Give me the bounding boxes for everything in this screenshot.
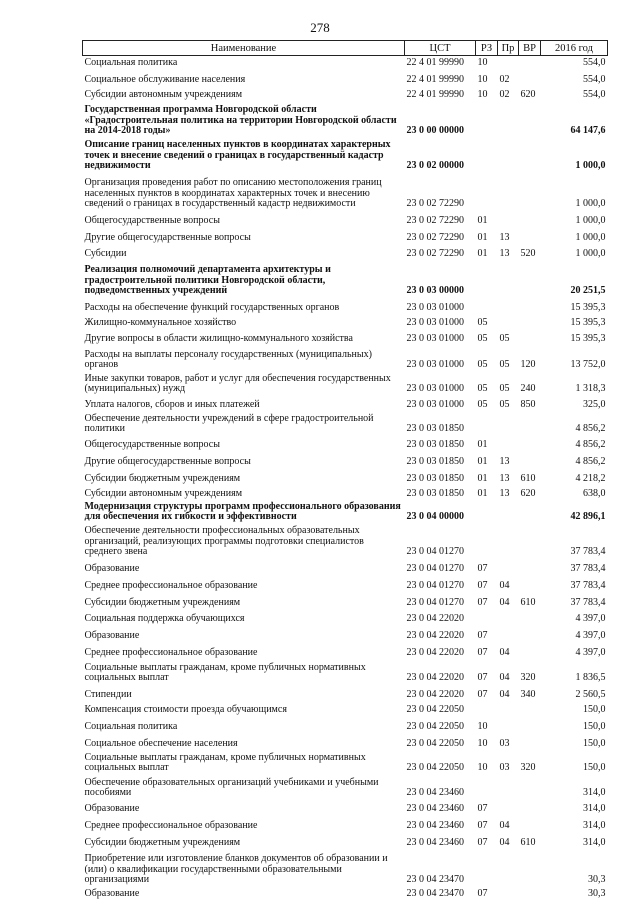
table-row: [83, 297, 608, 314]
row-cst: 23 0 02 72290: [406, 248, 464, 259]
header-pr: Пр: [498, 41, 519, 56]
row-amount: 314,0: [583, 820, 606, 831]
row-cst: 23 0 04 22050: [406, 738, 464, 749]
row-rz: 07: [477, 647, 488, 658]
row-amount: 150,0: [583, 762, 606, 773]
row-pr: 05: [499, 399, 510, 410]
row-vr: [519, 799, 541, 815]
row-vr: [519, 815, 541, 832]
table-row: [83, 701, 608, 716]
row-pr: [498, 411, 519, 435]
row-amount: 15 395,3: [570, 302, 606, 313]
row-cst: 23 0 02 72290: [406, 232, 464, 243]
row-amount: 4 856,2: [575, 423, 606, 434]
row-amount: 554,0: [583, 89, 606, 100]
row-name: Социальное обслуживание населения: [84, 74, 246, 85]
row-name: Субсидии бюджетным учреждениям: [84, 597, 241, 608]
row-cst: 22 4 01 99990: [406, 74, 464, 85]
row-rz: 10: [477, 738, 488, 749]
row-cst: 23 0 03 01850: [406, 439, 464, 450]
row-amount: 4 856,2: [575, 439, 606, 450]
row-pr: 03: [499, 738, 510, 749]
row-rz: 10: [477, 57, 488, 68]
table-row: [83, 244, 608, 260]
row-pr: [498, 435, 519, 451]
row-pr: [498, 314, 519, 329]
row-vr: 320: [520, 672, 536, 683]
table-row: [83, 886, 608, 900]
row-rz: 07: [477, 580, 488, 591]
row-name: Иные закупки товаров, работ и услуг для обеспечения государственных (муниципальных) нужд: [84, 372, 391, 394]
row-amount: 314,0: [583, 837, 606, 848]
row-pr: [498, 101, 519, 137]
header-vr: ВР: [519, 41, 541, 56]
row-vr: [519, 435, 541, 451]
row-vr: [519, 210, 541, 227]
table-row: [83, 575, 608, 592]
row-vr: 320: [520, 762, 536, 773]
row-pr: 05: [499, 333, 510, 344]
table-row: [83, 485, 608, 500]
row-name: Среднее профессиональное образование: [84, 820, 258, 831]
row-name: Социальная политика: [84, 721, 178, 732]
row-pr: [498, 137, 519, 172]
table-row: [83, 227, 608, 244]
row-name: Компенсация стоимости проезда обучающимся: [84, 704, 287, 715]
row-rz: 07: [477, 563, 488, 574]
page-number: 278: [310, 20, 330, 35]
row-cst: 22 4 01 99990: [406, 89, 464, 100]
row-rz: 10: [477, 721, 488, 732]
row-vr: [519, 56, 541, 69]
row-amount: 37 783,4: [570, 563, 606, 574]
row-pr: 02: [499, 74, 510, 85]
row-vr: [519, 297, 541, 314]
row-pr: [498, 297, 519, 314]
row-pr: [498, 774, 519, 799]
row-amount: 554,0: [583, 74, 606, 85]
row-name: Образование: [84, 630, 140, 641]
row-rz: 01: [477, 232, 488, 243]
row-cst: 23 0 03 01850: [406, 473, 464, 484]
row-vr: 620: [520, 89, 536, 100]
row-amount: 37 783,4: [570, 597, 606, 608]
row-name: Другие общегосударственные вопросы: [84, 232, 251, 243]
table-row: [83, 609, 608, 625]
row-rz: [476, 523, 498, 558]
row-pr: 05: [499, 359, 510, 370]
row-vr: [519, 523, 541, 558]
row-name: Социальная политика: [84, 57, 178, 68]
row-name: Организация проведения работ по описанию местоположения границ населенных пунктов в координатах характерных точек и внесению сведений о границах в государственный кадастр недвижимости: [84, 177, 382, 209]
row-amount: 15 395,3: [570, 333, 606, 344]
row-name: Социальная поддержка обучающихся: [84, 613, 245, 624]
table-row: [83, 642, 608, 659]
row-pr: [498, 260, 519, 297]
row-cst: 23 0 04 01270: [406, 563, 464, 574]
row-rz: 07: [477, 820, 488, 831]
row-rz: 05: [477, 383, 488, 394]
row-name: Обеспечение деятельности профессиональных образовательных организаций, реализующих программы подготовки специалистов среднего звена: [84, 525, 364, 557]
row-name: Государственная программа Новгородской области «Градостроительная политика на территории Новгородской области на 2014-2018 годы»: [84, 104, 397, 136]
row-rz: 05: [477, 333, 488, 344]
table-row: [83, 86, 608, 101]
row-name: Среднее профессиональное образование: [84, 580, 258, 591]
row-amount: 150,0: [583, 721, 606, 732]
row-amount: 4 397,0: [575, 613, 606, 624]
row-name: Субсидии автономным учреждениям: [84, 488, 243, 499]
row-vr: [519, 642, 541, 659]
row-name: Социальное обеспечение населения: [84, 738, 238, 749]
row-vr: [519, 451, 541, 468]
row-name: Стипендии: [84, 689, 132, 700]
row-name: Уплата налогов, сборов и иных платежей: [84, 399, 260, 410]
row-cst: 23 0 04 23460: [406, 837, 464, 848]
row-vr: 120: [520, 359, 536, 370]
row-rz: 01: [477, 473, 488, 484]
row-vr: [519, 558, 541, 575]
row-amount: 638,0: [583, 488, 606, 499]
row-vr: 610: [520, 597, 536, 608]
row-amount: 37 783,4: [570, 580, 606, 591]
row-rz: 01: [477, 488, 488, 499]
row-vr: [519, 609, 541, 625]
row-rz: 10: [477, 89, 488, 100]
row-rz: 01: [477, 248, 488, 259]
row-cst: 23 0 04 22050: [406, 704, 464, 715]
table-row: [83, 345, 608, 371]
row-vr: [519, 101, 541, 137]
row-pr: [498, 56, 519, 69]
row-rz: 05: [477, 399, 488, 410]
row-amount: 30,3: [588, 888, 606, 899]
row-name: Расходы на выплаты персоналу государственных (муниципальных) органов: [84, 348, 372, 370]
row-cst: 23 0 03 01850: [406, 423, 464, 434]
row-amount: 20 251,5: [570, 285, 606, 296]
row-rz: 07: [477, 597, 488, 608]
row-cst: 23 0 04 23460: [406, 787, 464, 798]
row-pr: 13: [499, 232, 510, 243]
row-name: Расходы на обеспечение функций государственных органов: [84, 302, 340, 313]
row-pr: [498, 799, 519, 815]
row-vr: 340: [520, 689, 536, 700]
row-amount: 314,0: [583, 787, 606, 798]
row-rz: [476, 701, 498, 716]
row-rz: [476, 609, 498, 625]
row-name: Субсидии: [84, 248, 127, 259]
row-amount: 150,0: [583, 704, 606, 715]
row-cst: 23 0 03 01000: [406, 302, 464, 313]
row-pr: [498, 716, 519, 733]
row-pr: 13: [499, 488, 510, 499]
table-row: [83, 500, 608, 523]
row-pr: 04: [499, 672, 510, 683]
table-row: [83, 659, 608, 684]
row-rz: [476, 411, 498, 435]
row-cst: 23 0 04 22020: [406, 672, 464, 683]
row-cst: 23 0 04 00000: [406, 511, 464, 522]
row-amount: 1 836,5: [575, 672, 606, 683]
table-row: [83, 451, 608, 468]
row-amount: 4 397,0: [575, 630, 606, 641]
row-rz: 07: [477, 630, 488, 641]
row-vr: 610: [520, 473, 536, 484]
row-amount: 1 000,0: [575, 215, 606, 226]
row-pr: 13: [499, 456, 510, 467]
table-row: [83, 395, 608, 411]
row-name: Реализация полномочий департамента архитектуры и градостроительной политики Новгородской области, подведомственных учреждений: [84, 264, 331, 296]
row-vr: [519, 774, 541, 799]
row-cst: 23 0 03 01850: [406, 456, 464, 467]
row-name: Образование: [84, 803, 140, 814]
table-row: [83, 329, 608, 345]
row-vr: [519, 69, 541, 86]
row-amount: 4 397,0: [575, 647, 606, 658]
row-amount: 150,0: [583, 738, 606, 749]
row-name: Модернизация структуры программ профессионального образования для обеспечения их гибкости и эффективности: [84, 500, 401, 522]
row-vr: [519, 701, 541, 716]
row-name: Социальные выплаты гражданам, кроме публичных нормативных социальных выплат: [84, 751, 366, 773]
row-amount: 15 395,3: [570, 317, 606, 328]
row-pr: 04: [499, 689, 510, 700]
row-rz: 05: [477, 359, 488, 370]
row-rz: 07: [477, 689, 488, 700]
row-pr: 03: [499, 762, 510, 773]
row-cst: 23 0 04 23470: [406, 874, 464, 885]
row-rz: 05: [477, 317, 488, 328]
row-cst: 23 0 04 01270: [406, 546, 464, 557]
row-cst: 23 0 04 22050: [406, 721, 464, 732]
row-pr: [498, 625, 519, 642]
table-header-row: [83, 41, 608, 56]
table-row: [83, 210, 608, 227]
table-row: [83, 260, 608, 297]
row-name: Обеспечение деятельности учреждений в сфере градостроительной политики: [84, 412, 374, 434]
header-amount: 2016 год: [541, 41, 608, 56]
row-pr: [498, 172, 519, 210]
row-cst: 23 0 04 23470: [406, 888, 464, 899]
row-amount: 325,0: [583, 399, 606, 410]
row-amount: 1 000,0: [575, 248, 606, 259]
row-cst: 23 0 00 00000: [406, 125, 464, 136]
row-cst: 23 0 03 01000: [406, 359, 464, 370]
row-rz: 01: [477, 439, 488, 450]
row-cst: 23 0 04 22020: [406, 630, 464, 641]
row-amount: 1 000,0: [575, 232, 606, 243]
row-vr: [519, 314, 541, 329]
row-name: Другие вопросы в области жилищно-коммунального хозяйства: [84, 333, 353, 344]
row-cst: 23 0 04 22020: [406, 647, 464, 658]
row-name: Среднее профессиональное образование: [84, 647, 258, 658]
row-pr: 02: [499, 89, 510, 100]
table-row: [83, 523, 608, 558]
row-rz: 07: [477, 803, 488, 814]
row-vr: [519, 716, 541, 733]
row-pr: [498, 210, 519, 227]
row-amount: 64 147,6: [570, 125, 606, 136]
row-pr: [498, 849, 519, 886]
row-rz: 07: [477, 888, 488, 899]
row-vr: [519, 849, 541, 886]
row-cst: 23 0 04 01270: [406, 597, 464, 608]
row-name: Образование: [84, 888, 140, 899]
row-cst: 23 0 03 01000: [406, 333, 464, 344]
row-name: Обеспечение образовательных организаций учебниками и учебными пособиями: [84, 776, 379, 798]
row-cst: 23 0 03 01000: [406, 383, 464, 394]
row-pr: 04: [499, 837, 510, 848]
row-name: Образование: [84, 563, 140, 574]
row-cst: 23 0 03 00000: [406, 285, 464, 296]
row-amount: 37 783,4: [570, 546, 606, 557]
row-vr: 520: [520, 248, 536, 259]
table-row: [83, 832, 608, 849]
row-pr: 04: [499, 597, 510, 608]
row-rz: 07: [477, 672, 488, 683]
row-cst: 23 0 02 72290: [406, 198, 464, 209]
row-pr: 05: [499, 383, 510, 394]
row-rz: 01: [477, 215, 488, 226]
row-name: Приобретение или изготовление бланков документов об образовании и (или) о квалификации государственными образовательными организациями: [84, 853, 388, 885]
row-pr: [498, 558, 519, 575]
row-cst: 23 0 04 22020: [406, 613, 464, 624]
row-cst: 23 0 04 23460: [406, 803, 464, 814]
row-rz: [476, 774, 498, 799]
row-vr: [519, 733, 541, 750]
table-row: [83, 101, 608, 137]
table-row: [83, 799, 608, 815]
row-amount: 42 896,1: [570, 511, 606, 522]
table-row: [83, 137, 608, 172]
row-amount: 554,0: [583, 57, 606, 68]
header-rz: РЗ: [476, 41, 498, 56]
row-rz: 07: [477, 837, 488, 848]
row-amount: 2 560,5: [575, 689, 606, 700]
table-row: [83, 815, 608, 832]
header-name: Наименование: [83, 41, 405, 56]
row-cst: 23 0 03 01000: [406, 317, 464, 328]
row-pr: 04: [499, 580, 510, 591]
row-vr: [519, 227, 541, 244]
table-row: [83, 558, 608, 575]
row-amount: 13 752,0: [570, 359, 606, 370]
row-vr: 620: [520, 488, 536, 499]
row-vr: [519, 260, 541, 297]
row-name: Субсидии автономным учреждениям: [84, 89, 243, 100]
row-cst: 23 0 03 01000: [406, 399, 464, 410]
row-pr: 13: [499, 248, 510, 259]
row-rz: [476, 849, 498, 886]
row-rz: 10: [477, 762, 488, 773]
row-amount: 1 000,0: [575, 160, 606, 171]
table-row: [83, 468, 608, 485]
row-amount: 1 318,3: [575, 383, 606, 394]
row-amount: 30,3: [588, 874, 606, 885]
row-name: Субсидии бюджетным учреждениям: [84, 473, 241, 484]
row-pr: [498, 523, 519, 558]
row-pr: 04: [499, 647, 510, 658]
row-pr: 04: [499, 820, 510, 831]
row-vr: 850: [520, 399, 536, 410]
row-amount: 4 856,2: [575, 456, 606, 467]
table-row: [83, 716, 608, 733]
row-vr: 610: [520, 837, 536, 848]
table-row: [83, 625, 608, 642]
header-cst: ЦСТ: [405, 41, 476, 56]
row-vr: [519, 137, 541, 172]
table-row: [83, 750, 608, 774]
row-vr: [519, 575, 541, 592]
row-vr: [519, 411, 541, 435]
row-rz: 01: [477, 456, 488, 467]
row-vr: [519, 625, 541, 642]
table-row: [83, 592, 608, 609]
table-row: [83, 172, 608, 210]
row-amount: 4 218,2: [575, 473, 606, 484]
row-rz: [476, 260, 498, 297]
table-body: [83, 56, 608, 900]
row-cst: 23 0 04 22050: [406, 762, 464, 773]
table-row: [83, 56, 608, 69]
row-cst: 23 0 04 01270: [406, 580, 464, 591]
row-name: Социальные выплаты гражданам, кроме публичных нормативных социальных выплат: [84, 661, 366, 683]
table-row: [83, 371, 608, 395]
table-row: [83, 774, 608, 799]
row-rz: [476, 172, 498, 210]
row-cst: 23 0 04 23460: [406, 820, 464, 831]
row-vr: 240: [520, 383, 536, 394]
table-row: [83, 69, 608, 86]
row-cst: 23 0 02 00000: [406, 160, 464, 171]
row-vr: [519, 172, 541, 210]
row-name: Общегосударственные вопросы: [84, 215, 220, 226]
row-pr: 13: [499, 473, 510, 484]
row-rz: [476, 500, 498, 523]
row-cst: 23 0 04 22020: [406, 689, 464, 700]
row-rz: [476, 137, 498, 172]
row-pr: [498, 609, 519, 625]
row-amount: 314,0: [583, 803, 606, 814]
row-name: Жилищно-коммунальное хозяйство: [84, 317, 237, 328]
row-pr: [498, 500, 519, 523]
row-name: Общегосударственные вопросы: [84, 439, 220, 450]
row-rz: [476, 297, 498, 314]
row-name: Другие общегосударственные вопросы: [84, 456, 251, 467]
row-amount: 1 000,0: [575, 198, 606, 209]
row-cst: 22 4 01 99990: [406, 57, 464, 68]
row-pr: [498, 886, 519, 900]
row-cst: 23 0 02 72290: [406, 215, 464, 226]
row-name: Описание границ населенных пунктов в координатах характерных точек и внесение сведений о границах в государственный кадастр недвижимости: [84, 139, 391, 171]
table-row: [83, 733, 608, 750]
table-row: [83, 314, 608, 329]
row-name: Субсидии бюджетным учреждениям: [84, 837, 241, 848]
row-cst: 23 0 03 01850: [406, 488, 464, 499]
row-vr: [519, 500, 541, 523]
row-pr: [498, 701, 519, 716]
row-vr: [519, 886, 541, 900]
table-row: [83, 411, 608, 435]
table-row: [83, 849, 608, 886]
row-vr: [519, 329, 541, 345]
table-row: [83, 684, 608, 701]
row-rz: [476, 101, 498, 137]
row-rz: 10: [477, 74, 488, 85]
budget-table: [82, 40, 608, 900]
table-row: [83, 435, 608, 451]
